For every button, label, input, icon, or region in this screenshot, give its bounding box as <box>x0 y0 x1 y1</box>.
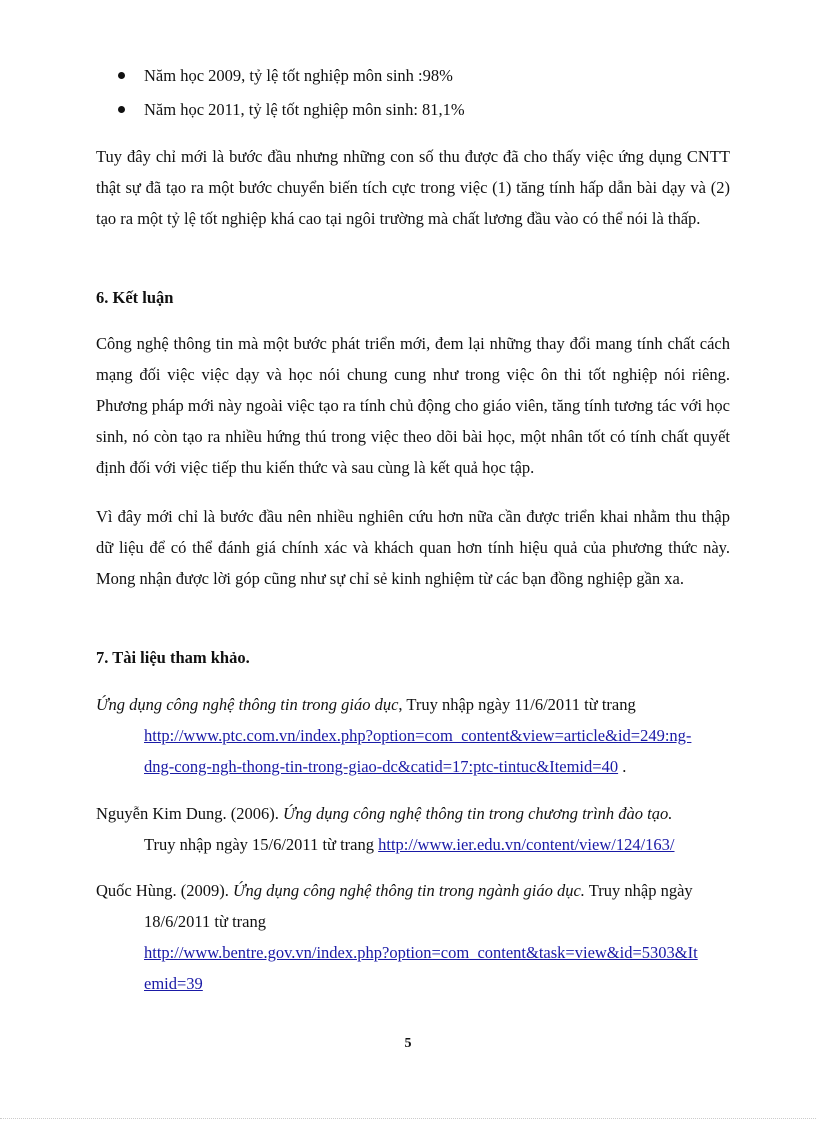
page-bottom-divider <box>0 1118 816 1119</box>
reference-item-3 <box>96 875 736 999</box>
bullet-dot-icon <box>118 72 125 79</box>
bullet-item <box>118 64 738 98</box>
bullet-text: Năm học 2011, tỷ lệ tốt nghiệp môn sinh: 81,1% <box>144 100 465 119</box>
reference-item-2 <box>96 798 736 860</box>
paragraph-conclusion: Công nghệ thông tin mà một bước phát triển mới, đem lại những thay đổi mang tính chất cách mạng đối việc việc dạy và học nói chung cung như trong việc ôn thi tốt nghiệp nói riêng. Phương pháp mới này ngoài việc tạo ra tính chủ động cho giáo viên, tăng tính tương tác với học sinh, nó còn tạo ra nhiều hứng thú trong việc theo dõi bài học, một nhân tốt có tính chất quyết định đối với việc tiếp thu kiến thức và sau cùng là kết quả học tập. <box>96 334 730 477</box>
reference-link[interactable]: http://www.ier.edu.vn/content/view/124/163/ <box>378 835 675 854</box>
reference-author: Nguyễn Kim Dung. (2006). <box>96 804 283 823</box>
reference-access: Truy nhập ngày 15/6/2011 từ trang <box>144 835 379 854</box>
section-heading-conclusion: 6. Kết luận <box>96 288 174 307</box>
reference-access: Truy nhập ngày <box>584 881 693 900</box>
reference-title: Ứng dụng công nghệ thông tin trong giáo dục <box>96 695 399 714</box>
reference-link[interactable]: http://www.bentre.gov.vn/index.php?option=com_content&task=view&id=5303&It <box>144 943 698 962</box>
reference-access: 18/6/2011 từ trang <box>144 912 266 931</box>
bullet-dot-icon <box>118 106 125 113</box>
reference-author: Quốc Hùng. (2009). <box>96 881 234 900</box>
section-heading-references: 7. Tài liệu tham khảo. <box>96 648 250 667</box>
reference-link[interactable]: emid=39 <box>144 974 203 993</box>
reference-access: , Truy nhập ngày 11/6/2011 từ trang <box>398 695 636 714</box>
reference-link[interactable]: http://www.ptc.com.vn/index.php?option=com_content&view=article&id=249:ng- <box>144 726 692 745</box>
bullet-text: Năm học 2009, tỷ lệ tốt nghiệp môn sinh :98% <box>144 66 453 85</box>
reference-item-1 <box>96 689 736 782</box>
reference-title: Ứng dụng công nghệ thông tin trong ngành giáo dục. <box>233 881 585 900</box>
reference-title: Ứng dụng công nghệ thông tin trong chương trình đào tạo. <box>282 804 673 823</box>
reference-punct: . <box>618 757 627 776</box>
bullet-item <box>118 98 738 132</box>
paragraph-future-research: Vì đây mới chỉ là bước đầu nên nhiều nghiên cứu hơn nữa cần được triển khai nhằm thu thập dữ liệu để có thể đánh giá chính xác và khách quan hơn tính hiệu quả của phương thức này. Mong nhận được lời góp cũng như sự chỉ sẻ kinh nghiệm từ các bạn đồng nghiệp gần xa. <box>96 507 730 588</box>
paragraph-results: Tuy đây chỉ mới là bước đầu nhưng những con số thu được đã cho thấy việc ứng dụng CNTT thật sự đã tạo ra một bước chuyển biến tích cực trong việc (1) tăng tính hấp dẫn bài dạy và (2) tạo ra một tỷ lệ tốt nghiệp khá cao tại ngôi trường mà chất lương đầu vào có thể nói là thấp. <box>96 147 730 228</box>
page-number: 5 <box>404 1036 412 1051</box>
reference-link[interactable]: dng-cong-ngh-thong-tin-trong-giao-dc&catid=17:ptc-tintuc&Itemid=40 <box>144 757 619 776</box>
statistics-bullet-list <box>118 64 738 132</box>
